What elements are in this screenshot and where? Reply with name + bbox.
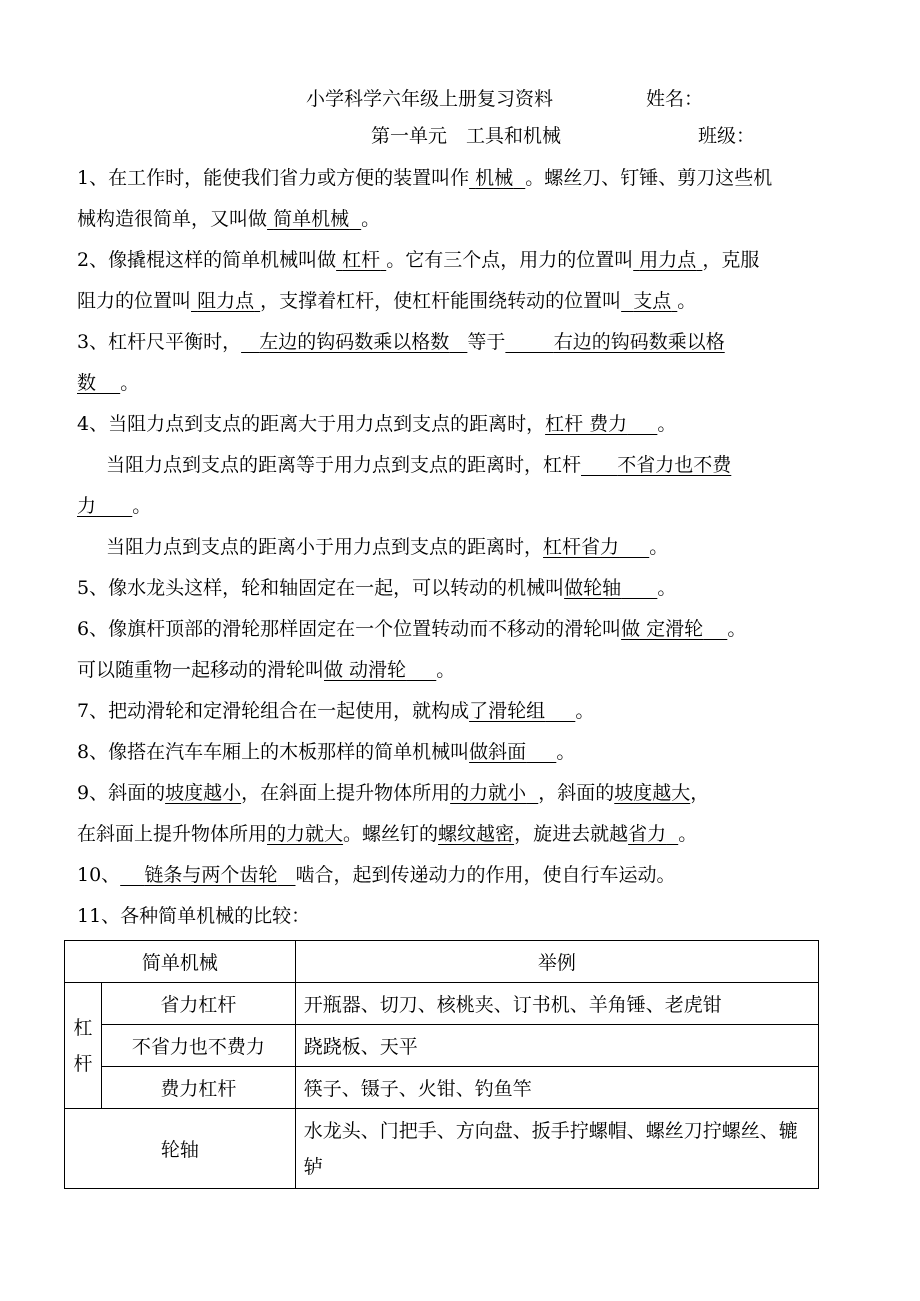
q9-line2: 在斜面上提升物体所用的力就大。螺丝钉的螺纹越密，旋进去就越省力 。 bbox=[77, 823, 698, 845]
q7-blank: 了滑轮组 bbox=[469, 700, 546, 722]
lever-type-cell: 省力杠杆 bbox=[102, 983, 296, 1025]
q9-blank-5: 螺纹越密 bbox=[438, 823, 515, 845]
lever-group-cell: 杠杆 bbox=[65, 983, 102, 1109]
q6-blank-1: 做 定滑轮 bbox=[621, 618, 704, 640]
q4-blank-2: 不省力也不费 bbox=[617, 454, 732, 476]
q4-line2: 当阻力点到支点的距离等于用力点到支点的距离时，杠杆 不省力也不费 bbox=[106, 454, 732, 476]
page-title: 小学科学六年级上册复习资料 bbox=[306, 88, 554, 110]
q3-blank-1: 左边的钩码数乘以格数 bbox=[259, 331, 450, 353]
q6-line1: 6、像旗杆顶部的滑轮那样固定在一个位置转动而不移动的滑轮叫做 定滑轮 。 bbox=[77, 618, 747, 640]
comparison-table bbox=[64, 940, 819, 1189]
q4-blank-1: 杠杆 费力 bbox=[545, 413, 628, 435]
q5-blank: 做轮轴 bbox=[564, 577, 622, 599]
table-row bbox=[65, 983, 819, 1025]
table-row bbox=[65, 1067, 819, 1109]
header-example: 举例 bbox=[295, 941, 818, 983]
q9-blank-6: 省力 bbox=[628, 823, 667, 845]
q9-blank-1: 坡度越小 bbox=[165, 782, 242, 804]
lever-example-cell: 开瓶器、切刀、核桃夹、订书机、羊角锤、老虎钳 bbox=[295, 983, 818, 1025]
q9-blank-4: 的力就大 bbox=[267, 823, 344, 845]
wheel-axle-example-cell: 水龙头、门把手、方向盘、扳手拧螺帽、螺丝刀拧螺丝、辘轳 bbox=[295, 1109, 818, 1189]
q4-blank-3: 杠杆省力 bbox=[543, 536, 620, 558]
q1-line1: 1、在工作时，能使我们省力或方便的装置叫作 机械 。螺丝刀、钉锤、剪刀这些机 bbox=[77, 167, 773, 189]
q2-blank-2: 用力点 bbox=[639, 249, 697, 271]
q9-line1: 9、斜面的坡度越小，在斜面上提升物体所用的力就小 ，斜面的坡度越大， bbox=[77, 782, 710, 804]
q9-blank-2: 的力就小 bbox=[450, 782, 527, 804]
q2-line1: 2、像撬棍这样的简单机械叫做 杠杆 。它有三个点，用力的位置叫 用力点 ，克服 bbox=[77, 249, 760, 271]
lever-example-cell: 跷跷板、天平 bbox=[295, 1025, 818, 1067]
q4-line3: 力 。 bbox=[77, 495, 152, 517]
q2-blank-1: 杠杆 bbox=[342, 249, 381, 271]
table-row bbox=[65, 1109, 819, 1189]
q3-line1: 3、杠杆尺平衡时， 左边的钩码数乘以格数 等于 右边的钩码数乘以格 bbox=[77, 331, 725, 353]
q3-blank-2-cont: 数 bbox=[77, 372, 97, 394]
q2-blank-4: 支点 bbox=[633, 290, 672, 312]
q4-line4: 当阻力点到支点的距离小于用力点到支点的距离时，杠杆省力 。 bbox=[106, 536, 669, 558]
q3-line2: 数 。 bbox=[77, 372, 140, 394]
q7-line: 7、把动滑轮和定滑轮组合在一起使用，就构成了滑轮组 。 bbox=[77, 700, 595, 722]
q1-blank-2: 简单机械 bbox=[273, 208, 350, 230]
q8-blank: 做斜面 bbox=[469, 741, 527, 763]
q3-blank-2: 右边的钩码数乘以格 bbox=[553, 331, 725, 353]
lever-type-cell: 费力杠杆 bbox=[102, 1067, 296, 1109]
class-label: 班级： bbox=[698, 125, 756, 147]
q6-line2: 可以随重物一起移动的滑轮叫做 动滑轮 。 bbox=[77, 659, 456, 681]
q2-line2: 阻力的位置叫 阻力点 ，支撑着杠杆，使杠杆能围绕转动的位置叫 支点 。 bbox=[77, 290, 697, 312]
q10-blank: 链条与两个齿轮 bbox=[144, 864, 278, 886]
name-label: 姓名： bbox=[646, 88, 704, 110]
unit-title: 第一单元 工具和机械 bbox=[371, 125, 562, 147]
q6-blank-2: 做 动滑轮 bbox=[324, 659, 407, 681]
q11-title: 11、各种简单机械的比较： bbox=[77, 905, 311, 927]
lever-type-cell: 不省力也不费力 bbox=[102, 1025, 296, 1067]
q8-line: 8、像搭在汽车车厢上的木板那样的简单机械叫做斜面 。 bbox=[77, 741, 576, 763]
table-row bbox=[65, 1025, 819, 1067]
q10-line: 10、 链条与两个齿轮 啮合，起到传递动力的作用，使自行车运动。 bbox=[77, 864, 676, 886]
wheel-axle-cell: 轮轴 bbox=[65, 1109, 296, 1189]
q4-line1: 4、当阻力点到支点的距离大于用力点到支点的距离时，杠杆 费力 。 bbox=[77, 413, 677, 435]
q1-blank-1: 机械 bbox=[475, 167, 514, 189]
q1-line2: 械构造很简单，又叫做 简单机械 。 bbox=[77, 208, 381, 230]
header-machine: 简单机械 bbox=[65, 941, 296, 983]
q5-line: 5、像水龙头这样，轮和轴固定在一起，可以转动的机械叫做轮轴 。 bbox=[77, 577, 677, 599]
q2-blank-3: 阻力点 bbox=[197, 290, 255, 312]
lever-example-cell: 筷子、镊子、火钳、钓鱼竿 bbox=[295, 1067, 818, 1109]
table-header-row bbox=[65, 941, 819, 983]
q9-blank-3: 坡度越大 bbox=[614, 782, 691, 804]
q4-blank-2-cont: 力 bbox=[77, 495, 97, 517]
